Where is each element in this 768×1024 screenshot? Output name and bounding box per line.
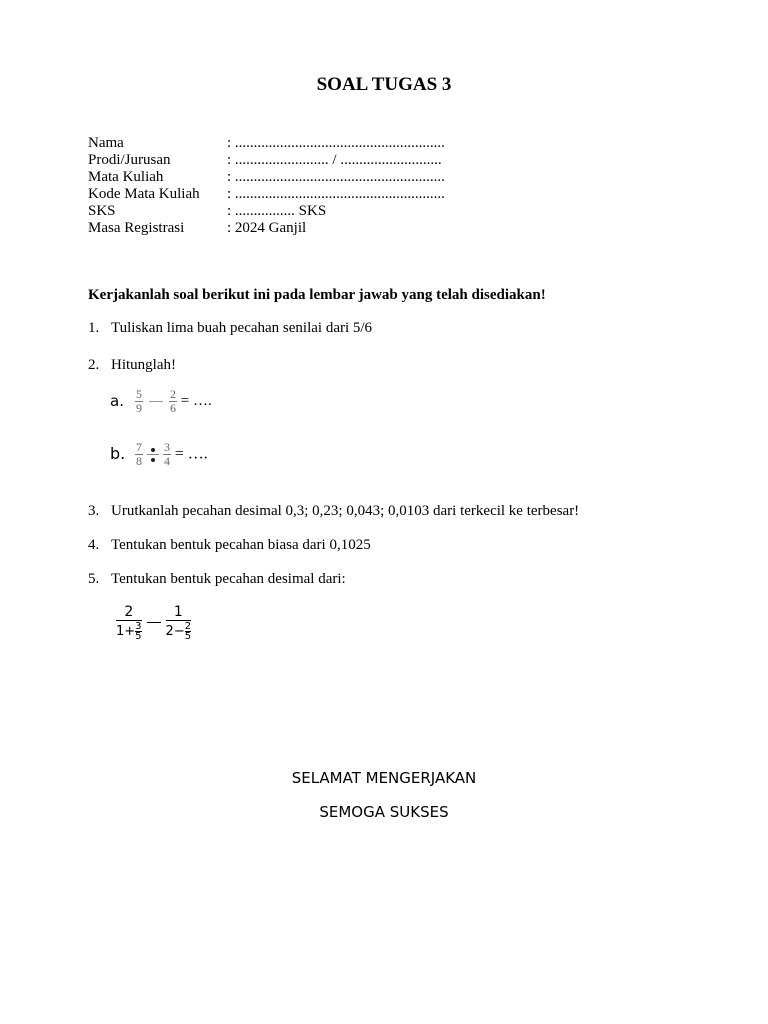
mini-numerator: 2 xyxy=(184,621,192,632)
mini-fraction xyxy=(135,622,141,641)
denominator-prefix: 2− xyxy=(165,624,185,639)
fraction xyxy=(169,388,177,415)
numerator: 2 xyxy=(116,604,142,621)
question-text: Tuliskan lima buah pecahan senilai dari 5/6 xyxy=(111,320,373,336)
mini-denominator: 5 xyxy=(184,631,192,642)
closing-line-2: SEMOGA SUKSES xyxy=(319,803,449,821)
equals-ellipsis: = …. xyxy=(174,445,208,463)
question-number: 4. xyxy=(88,537,100,553)
sub-label: a. xyxy=(110,392,124,410)
denominator: 8 xyxy=(136,454,142,468)
denominator: 4 xyxy=(164,454,170,468)
question-text: Urutkanlah pecahan desimal 0,3; 0,23; 0,043; 0,0103 dari terkecil ke terbesar! xyxy=(111,503,580,519)
numerator: 3 xyxy=(164,440,170,454)
question-text: Tentukan bentuk pecahan desimal dari: xyxy=(111,571,346,587)
expression-b xyxy=(135,441,208,468)
division-sign xyxy=(146,448,160,462)
info-label: Mata Kuliah xyxy=(88,169,164,185)
numerator: 2 xyxy=(170,387,176,401)
info-value: : 2024 Ganjil xyxy=(227,220,307,236)
complex-fraction xyxy=(116,604,142,641)
denominator xyxy=(116,621,142,641)
info-label: Kode Mata Kuliah xyxy=(88,186,200,202)
page-title: SOAL TUGAS 3 xyxy=(316,74,452,95)
question-number: 3. xyxy=(88,503,100,519)
minus-sign xyxy=(149,401,163,402)
info-value: : ........................................................ xyxy=(227,186,445,202)
instruction-text: Kerjakanlah soal berikut ini pada lembar jawab yang telah disediakan! xyxy=(88,287,546,303)
denominator: 6 xyxy=(170,401,176,415)
fraction xyxy=(135,388,143,415)
question-text: Hitunglah! xyxy=(111,357,176,373)
info-value: : ........................................................ xyxy=(227,135,445,151)
question-number: 1. xyxy=(88,320,100,336)
equals-ellipsis: = …. xyxy=(180,393,212,409)
question-number: 2. xyxy=(88,357,100,373)
denominator-prefix: 1+ xyxy=(116,624,136,639)
info-label: Prodi/Jurusan xyxy=(88,152,171,168)
info-label: Nama xyxy=(88,135,124,151)
minus-sign xyxy=(147,622,161,623)
closing-line-1: SELAMAT MENGERJAKAN xyxy=(291,769,477,787)
fraction xyxy=(163,441,171,468)
info-value: : ......................... / ........................... xyxy=(227,152,442,168)
question-number: 5. xyxy=(88,571,100,587)
info-label: Masa Registrasi xyxy=(88,220,185,236)
info-value: : ................ SKS xyxy=(227,203,327,219)
expression-a xyxy=(135,388,212,415)
numerator: 5 xyxy=(136,387,142,401)
info-value: : ........................................................ xyxy=(227,169,445,185)
info-label: SKS xyxy=(88,203,116,219)
numerator: 7 xyxy=(136,440,142,454)
question-text: Tentukan bentuk pecahan biasa dari 0,1025 xyxy=(111,537,371,553)
fraction xyxy=(135,441,143,468)
complex-fraction xyxy=(166,604,192,641)
mini-fraction xyxy=(185,622,191,641)
denominator: 9 xyxy=(136,401,142,415)
question-5-expression xyxy=(116,604,191,641)
mini-denominator: 5 xyxy=(135,631,142,642)
sub-label: b. xyxy=(110,444,126,463)
mini-numerator: 3 xyxy=(135,621,142,632)
numerator: 1 xyxy=(166,604,192,621)
denominator xyxy=(166,621,192,641)
